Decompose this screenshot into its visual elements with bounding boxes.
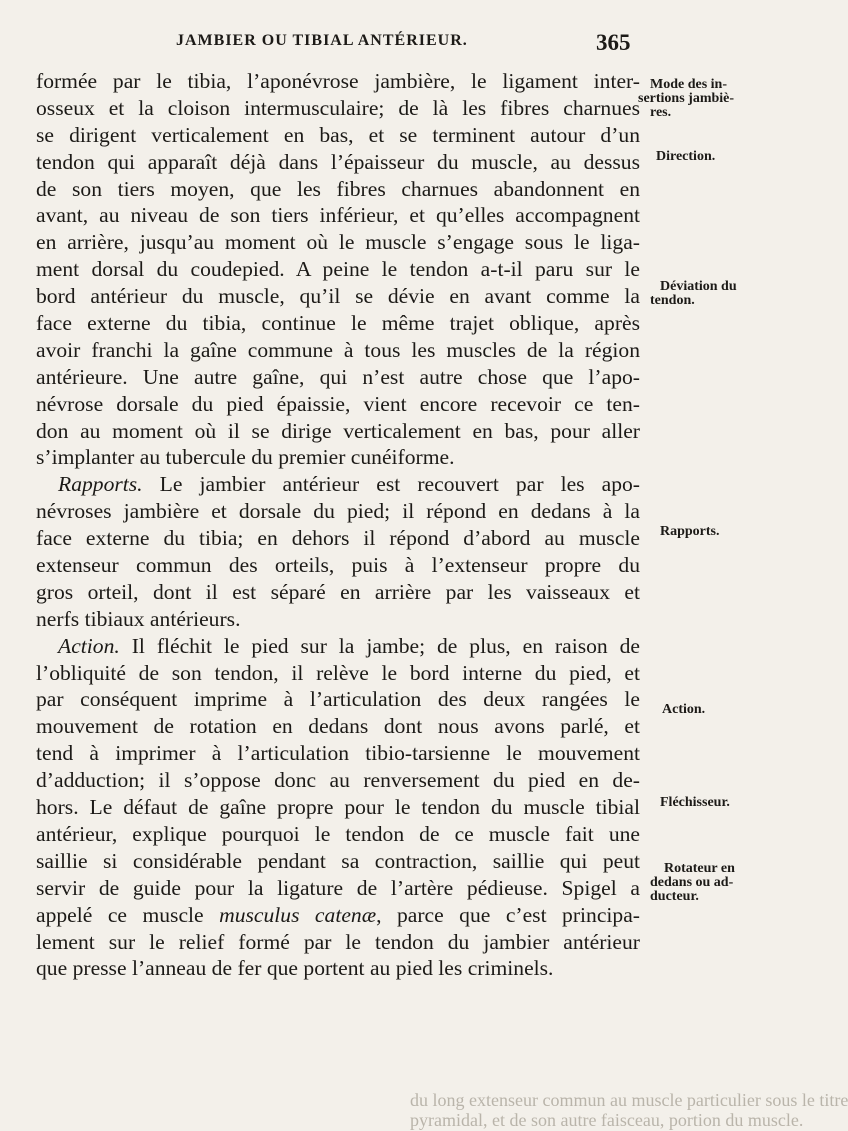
- text-line: tendon qui apparaît déjà dans l’épaisseur du muscle, au dessus: [36, 149, 640, 174]
- rapports-lead: Rapports.: [58, 472, 143, 497]
- text-line: d’adduction; il s’oppose donc au renversement du pied en de-: [36, 768, 640, 793]
- page-number: 365: [596, 30, 631, 55]
- text-run: Il fléchit le pied sur la jambe; de plus, en raison de: [119, 633, 640, 658]
- bleed-line: pyramidal, et de son autre faisceau, portion du muscle.: [410, 1110, 804, 1130]
- text-line: formée par le tibia, l’aponévrose jambière, le ligament inter-: [36, 69, 640, 93]
- spigel-line: [36, 902, 640, 929]
- text-line: saillie si considérable pendant sa contraction, saillie qui peut: [36, 848, 640, 873]
- text-line: ment dorsal du coudepied. A peine le tendon a-t-il paru sur le: [36, 257, 640, 282]
- text-line: lement sur le relief formé par le tendon du jambier antérieur: [36, 929, 640, 954]
- text-run: , parce que c’est principa-: [376, 902, 640, 927]
- text-line: par conséquent imprime à l’articulation des deux rangées le: [36, 687, 640, 712]
- text-line: s’implanter au tubercule du premier cunéiforme.: [36, 445, 455, 470]
- action-paragraph-start: [36, 633, 640, 660]
- text-line: bord antérieur du muscle, qu’il se dévie en avant comme la: [36, 284, 640, 309]
- margin-notes: [638, 0, 800, 1131]
- main-text: [36, 68, 640, 982]
- text-line: de son tiers moyen, que les fibres charnues abandonnent en: [36, 176, 640, 201]
- action-lead: Action.: [58, 633, 120, 658]
- text-line: antérieur, explique pourquoi le tendon de ce muscle fait une: [36, 821, 640, 846]
- text-line: névroses jambière et dorsale du pied; il répond en dedans à la: [36, 499, 640, 524]
- text-line: en arrière, jusqu’au moment où le muscle s’engage sous le liga-: [36, 230, 640, 255]
- text-line: se dirigent verticalement en bas, et se terminent autour d’un: [36, 122, 640, 147]
- text-line: que presse l’anneau de fer que portent au pied les criminels.: [36, 956, 554, 981]
- note-line: tendon.: [650, 293, 695, 308]
- text-line: antérieure. Une autre gaîne, qui n’est autre chose que l’apo-: [36, 364, 640, 389]
- running-title: JAMBIER OU TIBIAL ANTÉRIEUR.: [176, 32, 468, 49]
- text-line: gros orteil, dont il est séparé en arrière par les vaisseaux et: [36, 579, 640, 604]
- text-line: osseux et la cloison intermusculaire; de là les fibres charnues: [36, 95, 640, 120]
- bleed-through-text: [0, 1090, 848, 1131]
- note-line: Rotateur en: [664, 861, 735, 876]
- bleed-line: du long extenseur commun au muscle particulier sous le titre: [410, 1090, 848, 1110]
- text-line: don au moment où il se dirige verticalement en bas, pour aller: [36, 418, 640, 443]
- note-line: res.: [650, 105, 672, 120]
- note-line: ducteur.: [650, 889, 699, 904]
- note-line: dedans ou ad-: [650, 875, 734, 890]
- margin-note-rapports: Rapports.: [660, 524, 720, 539]
- margin-note-direction: Direction.: [656, 149, 716, 164]
- text-line: hors. Le défaut de gaîne propre pour le tendon du muscle tibial: [36, 795, 640, 820]
- text-line: face externe du tibia; en dehors il répond d’abord au muscle: [36, 526, 640, 551]
- note-line: sertions jambiè-: [638, 91, 735, 106]
- margin-note-flechisseur: Fléchisseur.: [660, 795, 730, 810]
- text-line: extenseur commun des orteils, puis à l’extenseur propre du: [36, 553, 640, 578]
- note-line: Mode des in-: [650, 77, 727, 92]
- margin-note-action: Action.: [662, 702, 706, 717]
- text-line: mouvement de rotation en dedans dont nous avons parlé, et: [36, 714, 640, 739]
- text-line: avoir franchi la gaîne commune à tous les muscles de la région: [36, 337, 640, 362]
- text-line: tend à imprimer à l’articulation tibio-tarsienne le mouvement: [36, 741, 640, 766]
- note-line: Déviation du: [660, 279, 737, 294]
- text-run: Le jambier antérieur est recouvert par les apo-: [142, 472, 640, 497]
- text-line: nerfs tibiaux antérieurs.: [36, 606, 241, 631]
- text-line: servir de guide pour la ligature de l’artère pédieuse. Spigel a: [36, 875, 640, 900]
- text-line: avant, au niveau de son tiers inférieur, et qu’elles accompagnent: [36, 203, 640, 228]
- margin-note-rotateur: [650, 861, 735, 904]
- text-line: face externe du tibia, continue le même trajet oblique, après: [36, 311, 640, 336]
- margin-note-deviation: [650, 279, 737, 308]
- margin-note-mode-insertions: [638, 77, 735, 120]
- rapports-paragraph-start: [36, 471, 640, 498]
- text-run: appelé ce muscle: [36, 902, 220, 927]
- text-line: l’obliquité de son tendon, il relève le bord interne du pied, et: [36, 660, 640, 685]
- latin-term: musculus catenæ: [219, 902, 377, 927]
- text-line: névrose dorsale du pied épaissie, vient encore recevoir ce ten-: [36, 391, 640, 416]
